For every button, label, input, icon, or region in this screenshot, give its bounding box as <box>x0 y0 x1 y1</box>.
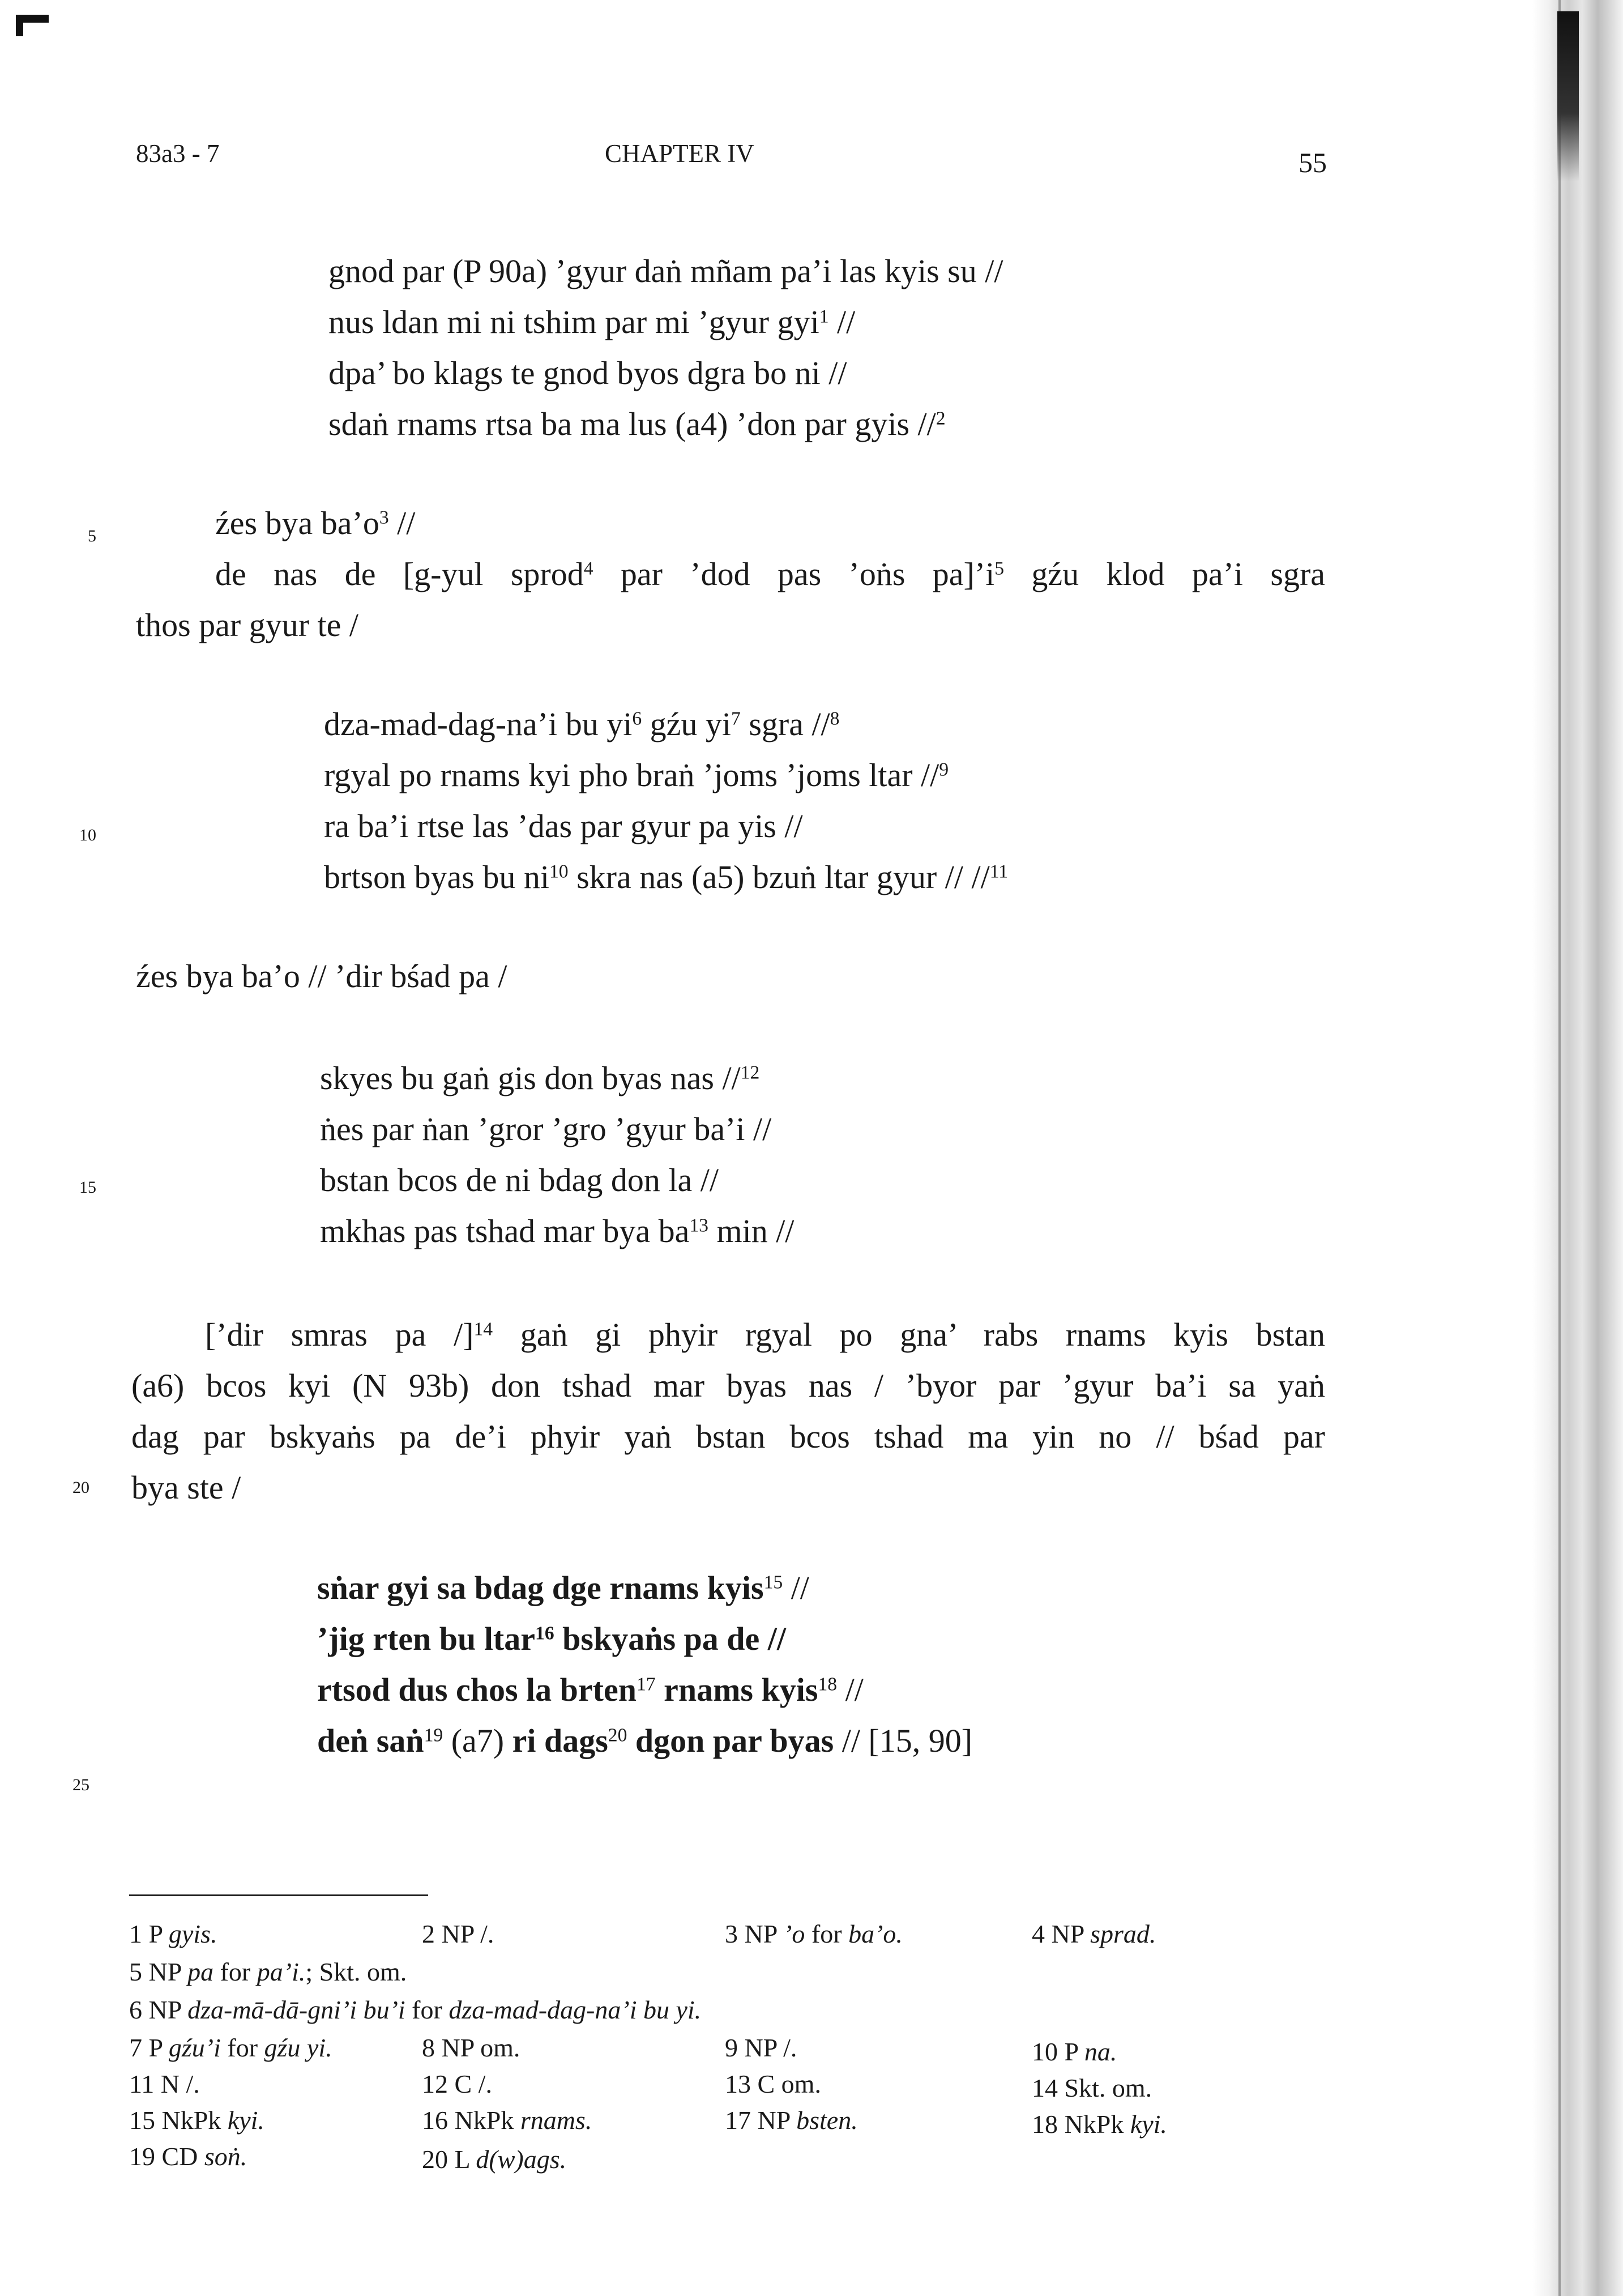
running-head-chapter: CHAPTER IV <box>605 139 754 168</box>
verse3-line3: bstan bcos de ni bdag don la // <box>320 1162 719 1198</box>
footnote-7: 7 P gźu’i for gźu yi. <box>129 2033 332 2062</box>
footnote-17: 17 NP bsten. <box>725 2106 858 2135</box>
running-head-reference: 83a3 - 7 <box>136 139 220 168</box>
page-edge-line <box>1558 0 1561 2296</box>
line-number-10: 10 <box>79 826 96 844</box>
prose3-line1: [’dir smras pa /]$^{14}$ gaṅ gi phyir rgyal po gna’ rabs rnams kyis bstan <box>205 1316 1326 1353</box>
footnote-12: 12 C /. <box>422 2069 492 2098</box>
verse4-line3: rtsod dus chos la brten$^{17}$ rnams kyis$^{18}$ // <box>317 1671 864 1708</box>
footnote-4: 4 NP sprad. <box>1032 1919 1156 1948</box>
verse1-line1: gnod par (P 90a) ’gyur daṅ mñam pa’i las kyis su // <box>328 253 1003 289</box>
footnote-3: 3 NP ’o for ba’o. <box>725 1919 903 1948</box>
prose1-line3: thos par gyur te / <box>136 607 359 643</box>
page-edge-dark <box>1557 11 1579 181</box>
footnote-15: 15 NkPk kyi. <box>129 2106 264 2135</box>
verse3-line2: ṅes par ṅan ’gror ’gro ’gyur ba’i // <box>320 1111 772 1147</box>
footnote-6: 6 NP dza-mā-dā-gni’i bu’i for dza-mad-dag-na’i bu yi. <box>129 1995 702 2024</box>
prose3-line3: dag par bskyaṅs pa de’i phyir yaṅ bstan bcos tshad ma yin no // bśad par <box>131 1418 1325 1455</box>
line-number-20: 20 <box>72 1478 89 1497</box>
footnote-11: 11 N /. <box>129 2069 200 2098</box>
footnote-18: 18 NkPk kyi. <box>1032 2110 1167 2139</box>
verse4-line4: deṅ saṅ$^{19}$ (a7) ri dags$^{20}$ dgon par byas // [15, 90] <box>317 1722 973 1759</box>
page-number: 55 <box>1299 147 1327 178</box>
footnote-2: 2 NP /. <box>422 1919 494 1948</box>
footnote-9: 9 NP /. <box>725 2033 797 2062</box>
verse1-line2: nus ldan mi ni tshim par mi ’gyur gyi$^1$ // <box>328 304 856 340</box>
prose1-line2: de nas de [g-yul sprod$^4$ par ’dod pas ’oṅs $pa]’i^5$ gźu klod pa’i sgra <box>215 556 1326 592</box>
footnote-13: 13 C om. <box>725 2069 821 2098</box>
line-number-5: 5 <box>88 527 96 545</box>
verse2-line1: dza-mad-dag-na’i bu $yi^6$ gźu $yi^7$ sgra //$^8$ <box>324 706 840 742</box>
verse4-line2: ’jig rten bu ltar$^{16}$ bskyaṅs pa de // <box>317 1620 787 1657</box>
page-edge-shadow <box>1532 0 1623 2296</box>
line-number-25: 25 <box>72 1776 89 1794</box>
footnote-16: 16 NkPk rnams. <box>422 2106 592 2135</box>
prose1-line1: źes bya $ba’o^3$ // <box>215 505 416 541</box>
scan-corner-mark <box>16 15 49 23</box>
footnote-19: 19 CD soṅ. <box>129 2142 247 2171</box>
verse3-line1: skyes bu gaṅ gis don byas nas //$^{12}$ <box>320 1060 760 1096</box>
verse2-line3: ra ba’i rtse las ’das par gyur pa yis // <box>324 808 803 844</box>
verse1-line3: dpa’ bo klags te gnod byos dgra bo ni // <box>328 355 847 391</box>
prose3-line4: bya ste / <box>131 1469 241 1506</box>
footnote-1: 1 P gyis. <box>129 1919 217 1948</box>
footnote-8: 8 NP om. <box>422 2033 520 2062</box>
footnote-10: 10 P na. <box>1032 2037 1117 2066</box>
prose2-line1: źes bya ba’o // ’dir bśad pa / <box>136 958 507 995</box>
footnote-20: 20 L d(w)ags. <box>422 2145 567 2174</box>
line-number-15: 15 <box>79 1178 96 1197</box>
footnote-14: 14 Skt. om. <box>1032 2073 1152 2102</box>
verse1-line4: sdaṅ rnams rtsa ba ma lus (a4) ’don par gyis //$^2$ <box>328 406 946 442</box>
footnote-rule <box>129 1894 428 1896</box>
verse2-line4: brtson byas bu $ni^{10}$ skra nas (a5) bzuṅ ltar gyur // //$^{11}$ <box>324 859 1009 895</box>
verse3-line4: mkhas pas tshad mar bya $ba^{13}$ min // <box>320 1213 795 1249</box>
verse4-line1: sṅar gyi sa bdag dge rnams kyis$^{15}$ // <box>317 1569 809 1606</box>
footnote-5: 5 NP pa for pa’i.; Skt. om. <box>129 1957 407 1986</box>
verse2-line2: rgyal po rnams kyi pho braṅ ’joms ’joms ltar //$^9$ <box>324 757 949 793</box>
prose3-line2: (a6) bcos kyi (N 93b) don tshad mar byas nas / ’byor par ’gyur ba’i sa yaṅ <box>131 1367 1325 1404</box>
